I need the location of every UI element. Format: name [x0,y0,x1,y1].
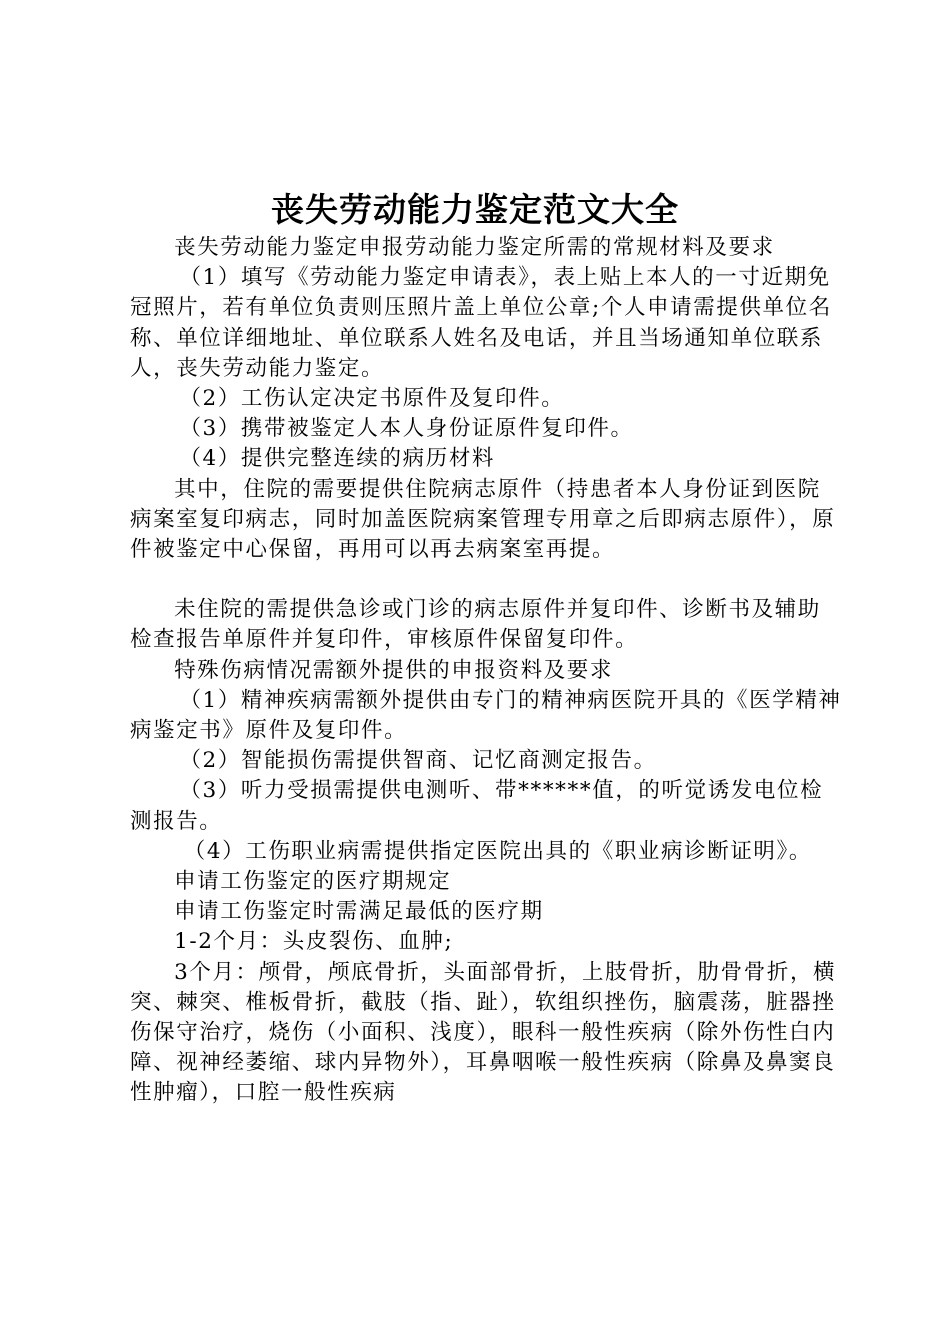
document-title: 丧失劳动能力鉴定范文大全 [271,190,679,229]
document-body [130,233,842,1109]
paragraph-item-2: （2）工伤认定决定书原件及复印件。 [179,386,565,412]
paragraph-item-1: （1）填写《劳动能力鉴定申请表》，表上贴上本人的一寸近期免冠照片，若有单位负责则压照片盖上单位公章;个人申请需提供单位名称、单位详细地址、单位联系人姓名及电话，并且当场通知单位联系人，丧失劳动能力鉴定。 [130,265,832,381]
paragraph-item-4: （4）提供完整连续的病历材料 [179,446,496,472]
paragraph-special-2: （2）智能损伤需提供智商、记忆商测定报告。 [179,748,657,774]
paragraph-special-3: （3）听力受损需提供电测听、带******值，的听觉诱发电位检测报告。 [130,778,824,834]
paragraph-medical-period-heading: 申请工伤鉴定的医疗期规定 [174,869,452,895]
paragraph-outpatient: 未住院的需提供急诊或门诊的病志原件并复印件、诊断书及辅助检查报告单原件并复印件，审核原件保留复印件。 [130,597,821,653]
paragraph-inpatient: 其中，住院的需要提供住院病志原件（持患者本人身份证到医院病案室复印病志，同时加盖医院病案管理专用章之后即病志原件），原件被鉴定中心保留，再用可以再去病案室再提。 [130,476,836,563]
paragraph-special-4: （4）工伤职业病需提供指定医院出具的《职业病诊断证明》。 [183,838,812,864]
paragraph-item-3: （3）携带被鉴定人本人身份证原件复印件。 [179,416,634,442]
paragraph-intro: 丧失劳动能力鉴定申报劳动能力鉴定所需的常规材料及要求 [174,235,775,260]
paragraph-special-heading: 特殊伤病情况需额外提供的申报资料及要求 [174,657,613,683]
paragraph-spacer [130,565,842,595]
paragraph-period-1-2-months: 1-2个月：头皮裂伤、血肿; [174,929,454,955]
paragraph-period-3-months: 3个月：颅骨，颅底骨折，头面部骨折，上肢骨折，肋骨骨折，横突、棘突、椎板骨折，截肢（指、趾），软组织挫伤，脑震荡，脏器挫伤保守治疗，烧伤（小面积、浅度），眼科一般性疾病（除外伤性白内障、视神经萎缩、球内异物外），耳鼻咽喉一般性疾病（除鼻及鼻窦良性肿瘤），口腔一般性疾病 [130,959,837,1106]
paragraph-special-1: （1）精神疾病需额外提供由专门的精神病医院开具的《医学精神病鉴定书》原件及复印件。 [130,687,842,744]
paragraph-medical-period-min: 申请工伤鉴定时需满足最低的医疗期 [174,899,544,925]
